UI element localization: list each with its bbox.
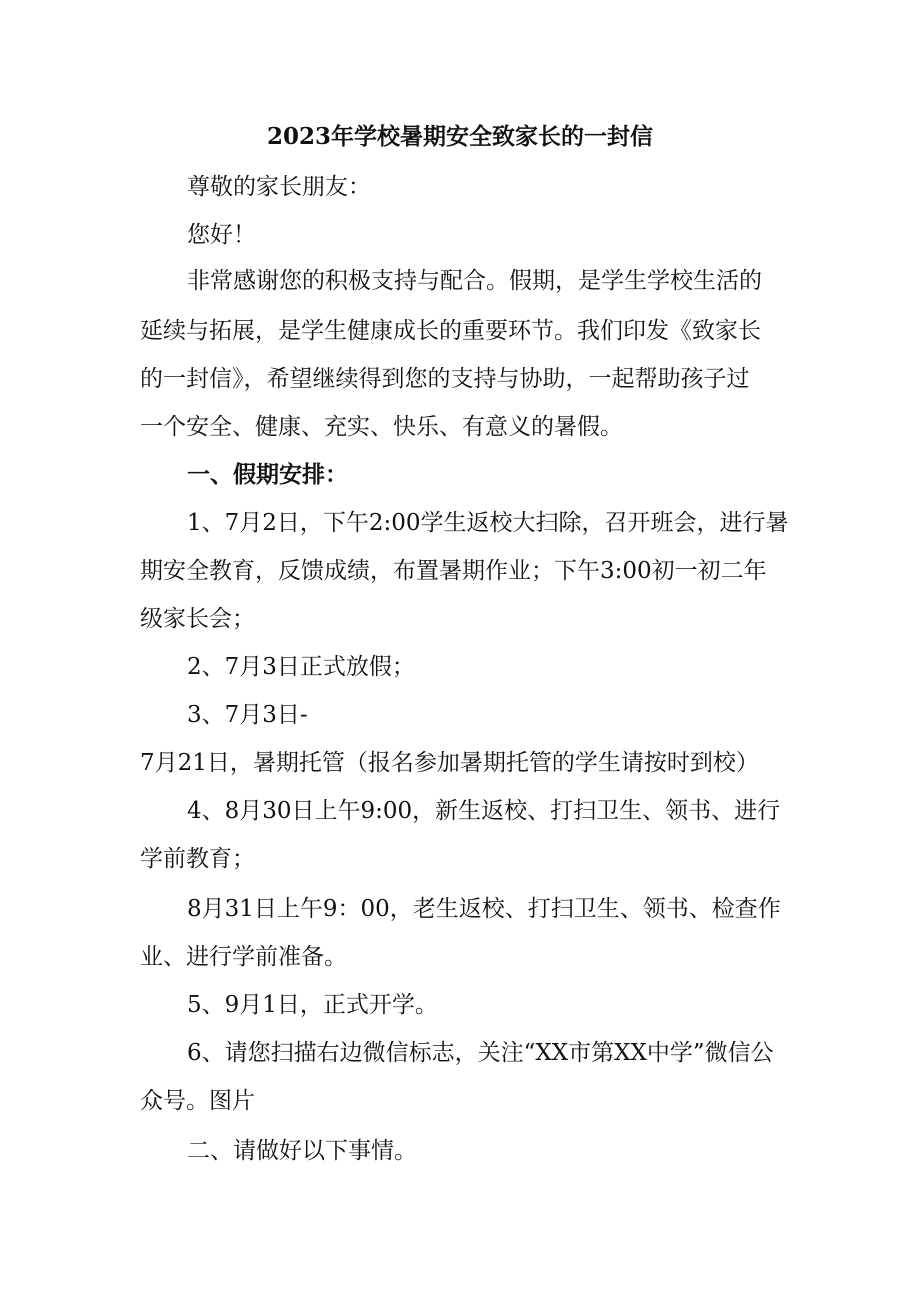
letter-title: 2023年学校暑期安全致家长的一封信 [266, 123, 653, 150]
item-4-line-1: 4、8月30日上午9:00，新生返校、打扫卫生、领书、进行 [187, 798, 781, 824]
item-4b-line-1: 8月31日上午9：00，老生返校、打扫卫生、领书、检查作 [187, 896, 781, 922]
greeting: 您好！ [187, 222, 256, 248]
intro-line-3: 的一封信》，希望继续得到您的支持与协助，一起帮助孩子过 [140, 366, 750, 392]
item-3-line-2: 7月21日，暑期托管（报名参加暑期托管的学生请按时到校） [140, 750, 759, 776]
item-1-line-3: 级家长会； [140, 606, 255, 632]
item-1-line-2: 期安全教育，反馈成绩，布置暑期作业；下午3:00初一初二年 [140, 558, 767, 584]
item-2: 2、7月3日正式放假； [187, 654, 415, 680]
salutation: 尊敬的家长朋友： [187, 174, 371, 200]
item-4b-line-2: 业、进行学前准备。 [140, 944, 347, 970]
item-1-line-1: 1、7月2日，下午2:00学生返校大扫除，召开班会，进行暑 [187, 510, 789, 536]
intro-line-2: 延续与拓展，是学生健康成长的重要环节。我们印发《致家长 [140, 318, 761, 344]
item-3-line-1: 3、7月3日- [187, 702, 308, 728]
section-2-heading: 二、请做好以下事情。 [187, 1138, 417, 1164]
item-6-line-1: 6、请您扫描右边微信标志，关注“XX市第XX中学”微信公 [187, 1040, 774, 1066]
intro-line-4: 一个安全、健康、充实、快乐、有意义的暑假。 [140, 414, 623, 440]
item-6-line-2: 众号。图片 [140, 1088, 255, 1114]
item-5: 5、9月1日，正式开学。 [187, 992, 438, 1018]
item-4-line-2: 学前教育； [140, 846, 255, 872]
intro-line-1: 非常感谢您的积极支持与配合。假期，是学生学校生活的 [187, 268, 762, 294]
section-1-heading: 一、假期安排： [187, 461, 348, 488]
